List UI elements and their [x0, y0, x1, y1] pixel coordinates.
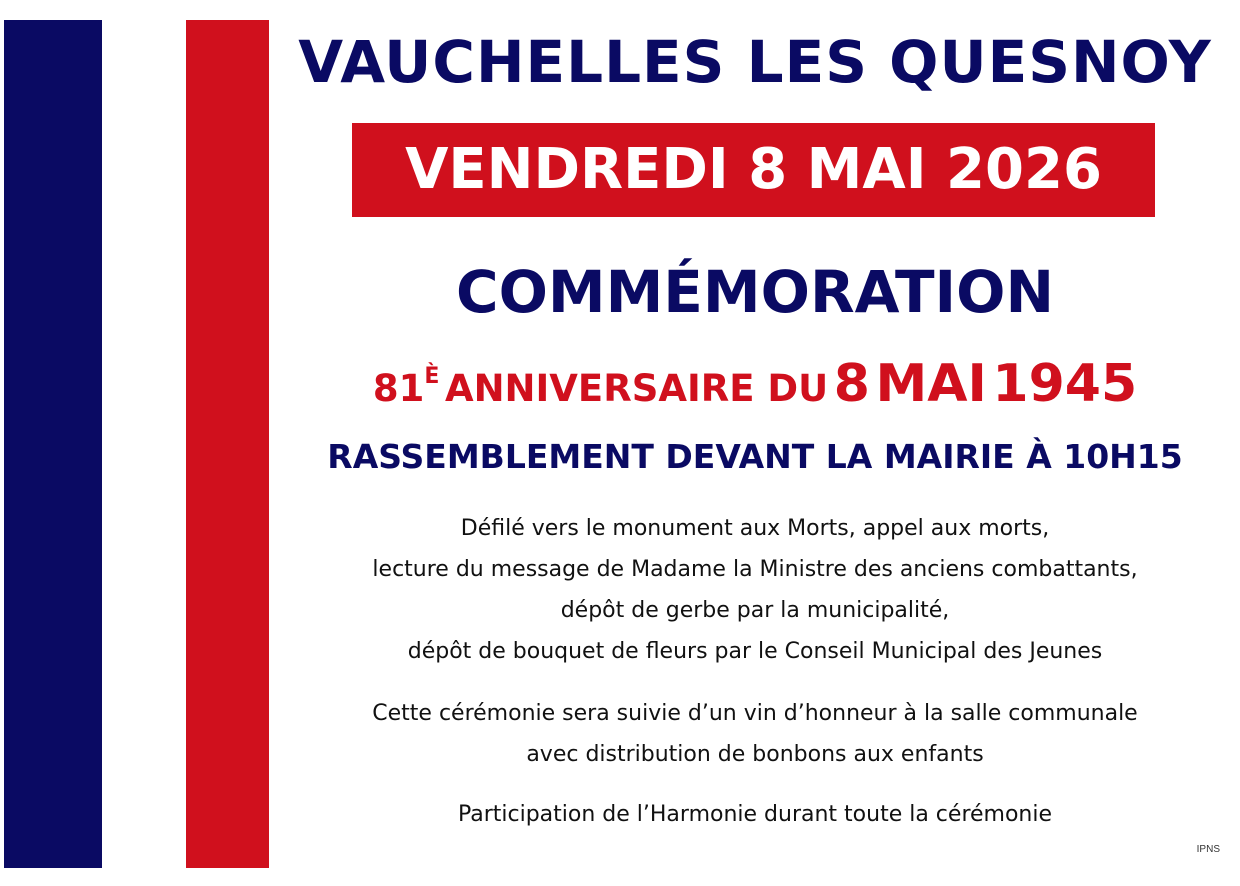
reception-line: Cette cérémonie sera suivie d’un vin d’honneur à la salle communale	[372, 701, 1138, 726]
anniversary-year: 1945	[992, 354, 1138, 414]
anniversary-suffix: È	[424, 364, 440, 389]
event-title: COMMÉMORATION	[456, 258, 1054, 326]
program-line: dépôt de bouquet de fleurs par le Conseil Municipal des Jeunes	[407, 639, 1103, 664]
program-line: Défilé vers le monument aux Morts, appel aux morts,	[460, 516, 1050, 541]
ipns-mark: IPNS	[1196, 844, 1220, 855]
program-description	[290, 508, 1220, 672]
music-line: Participation de l’Harmonie durant toute la cérémonie	[457, 802, 1053, 827]
reception-line: avec distribution de bonbons aux enfants	[526, 742, 984, 767]
anniversary-day: 8	[833, 354, 870, 414]
flag-red-stripe	[186, 20, 269, 868]
date-text: VENDREDI 8 MAI 2026	[405, 137, 1102, 202]
anniversary-line	[290, 344, 1220, 429]
reception-description	[290, 693, 1220, 775]
program-line: dépôt de gerbe par la municipalité,	[560, 598, 950, 623]
town-title: VAUCHELLES LES QUESNOY	[298, 28, 1212, 96]
program-line: lecture du message de Madame la Ministre des anciens combattants,	[372, 557, 1138, 582]
poster-content	[290, 0, 1220, 886]
anniversary-month: MAI	[875, 354, 987, 414]
flag-blue-stripe	[4, 20, 102, 868]
gathering-line: RASSEMBLEMENT DEVANT LA MAIRIE À 10H15	[327, 437, 1183, 476]
anniversary-text: ANNIVERSAIRE DU	[444, 367, 829, 410]
date-banner	[352, 123, 1155, 217]
anniversary-number: 81	[372, 367, 425, 410]
